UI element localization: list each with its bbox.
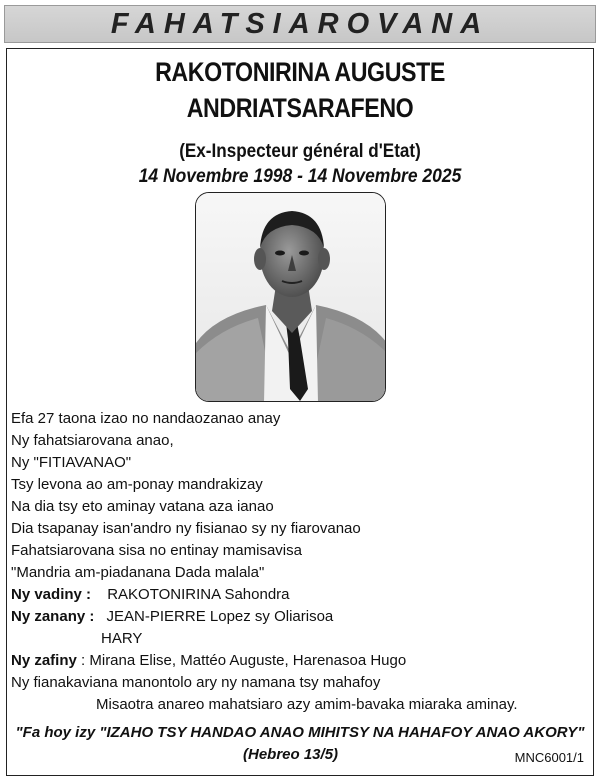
wife-row — [11, 584, 591, 606]
wife-label: Ny vadiny : — [11, 586, 92, 603]
children-names: JEAN-PIERRE Lopez sy Oliarisoa — [106, 608, 334, 625]
deceased-name-line2: ANDRIATSARAFENO — [186, 93, 414, 123]
portrait-illustration — [196, 193, 386, 402]
notice-code: MNC6001/1 — [514, 750, 584, 765]
deceased-name-line1: RAKOTONIRINA AUGUSTE — [155, 57, 445, 87]
grandchildren-names: : Mirana Elise, Mattéo Auguste, Harenasoa Hugo — [76, 652, 407, 669]
poem-line: Dia tsapanay isan'andro ny fisianao sy ny fiarovanao — [11, 520, 361, 537]
poem-line: "Mandria am-piadanana Dada malala" — [11, 564, 265, 581]
grandchildren-row — [11, 650, 591, 672]
memorial-text — [11, 408, 591, 716]
children-names-cont: HARY — [101, 630, 143, 647]
deceased-title: (Ex-Inspecteur général d'Etat) — [179, 141, 421, 162]
memorial-dates: 14 Novembre 1998 - 14 Novembre 2025 — [138, 166, 462, 187]
relatives-line: Ny fianakaviana manontolo ary ny namana tsy mahafoy — [11, 674, 381, 691]
poem-line: Tsy levona ao am-ponay mandrakizay — [11, 476, 263, 493]
bible-reference: (Hebreo 13/5) — [243, 746, 339, 763]
grandchildren-label: Ny zafiny — [11, 652, 77, 669]
poem-line: Efa 27 taona izao no nandaozanao anay — [11, 410, 281, 427]
children-row — [11, 606, 591, 628]
poem-line: Fahatsiarovana sisa no entinay mamisavisa — [11, 542, 302, 559]
bible-quote: "Fa hoy izy "IZAHO TSY HANDAO ANAO MIHITSY NA HAHAFOY ANAO AKORY" — [15, 724, 585, 741]
banner-title: FAHATSIAROVANA — [110, 7, 490, 40]
wife-name: RAKOTONIRINA Sahondra — [107, 586, 290, 603]
poem-line: Ny fahatsiarovana anao, — [11, 432, 174, 449]
poem-line: Ny "FITIAVANAO" — [11, 454, 132, 471]
thanks-line: Misaotra anareo mahatsiaro azy amim-bavaka miaraka aminay. — [96, 696, 518, 713]
header-banner — [4, 5, 596, 43]
poem-line: Na dia tsy eto aminay vatana aza ianao — [11, 498, 274, 515]
children-label: Ny zanany : — [11, 608, 95, 625]
portrait-photo — [195, 192, 386, 402]
